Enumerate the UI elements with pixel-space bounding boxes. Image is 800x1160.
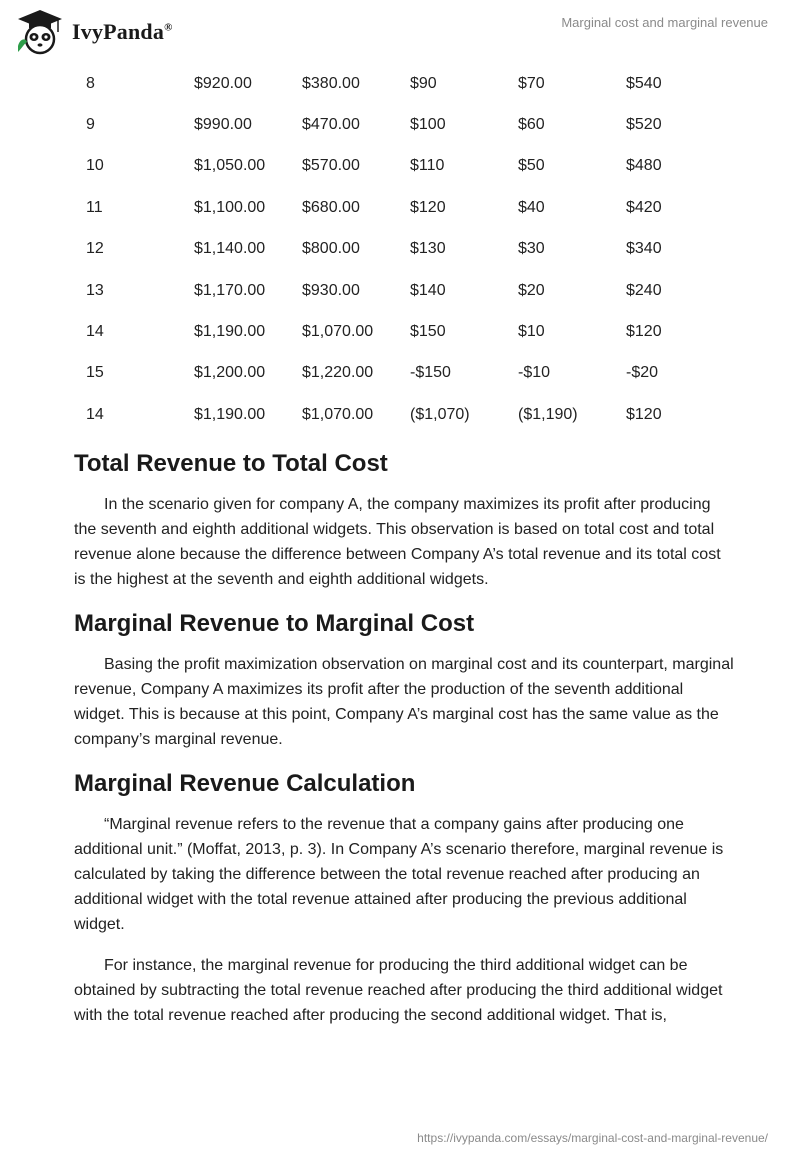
table-cell: $570.00 (302, 157, 360, 175)
table-cell: $1,050.00 (194, 157, 266, 175)
section-heading-total-revenue: Total Revenue to Total Cost (74, 450, 388, 477)
table-cell: $1,190.00 (194, 323, 266, 341)
table-cell: $800.00 (302, 240, 360, 258)
brand-logo[interactable] (14, 8, 173, 56)
cost-revenue-table (74, 63, 706, 436)
table-cell: $90 (410, 74, 437, 92)
table-cell: $40 (518, 198, 545, 216)
table-cell: $240 (626, 281, 662, 299)
table-cell: $1,170.00 (194, 281, 266, 299)
paragraph: For instance, the marginal revenue for producing the third additional widget can be obtained by subtracting the total revenue reached after producing the third additional widget with the total revenue reached after producing the second additional widget. That is, (74, 957, 723, 1024)
section-heading-marginal-revenue-calculation: Marginal Revenue Calculation (74, 770, 416, 797)
source-url-link[interactable]: https://ivypanda.com/essays/marginal-cost-and-marginal-revenue/ (417, 1131, 768, 1145)
table-cell: 9 (86, 116, 95, 134)
table-cell: -$10 (518, 364, 551, 382)
table-cell: 12 (86, 240, 104, 258)
table-cell: ($1,070) (410, 405, 470, 423)
panda-graduate-icon (14, 8, 66, 56)
table-cell: 14 (86, 405, 104, 423)
table-row (74, 229, 706, 270)
table-cell: $1,140.00 (194, 240, 266, 258)
document-title: Marginal cost and marginal revenue (561, 15, 768, 30)
brand-name: IvyPanda® (72, 19, 173, 44)
essay-content (74, 448, 734, 1028)
table-row (74, 270, 706, 311)
table-cell: 10 (86, 157, 104, 175)
table-cell: $1,070.00 (302, 405, 374, 423)
table-cell: $120 (626, 405, 662, 423)
page-header (0, 0, 800, 66)
paragraph: In the scenario given for company A, the company maximizes its profit after producing the seventh and eighth additional widgets. This observation is based on total cost and total revenue alone because the difference between Company A’s total revenue and its total cost is the highest at the seventh and eighth additional widgets. (74, 496, 721, 588)
table-cell: $140 (410, 281, 446, 299)
table-cell: 11 (86, 198, 103, 216)
table-cell: $1,220.00 (302, 364, 374, 382)
table-cell: 13 (86, 281, 104, 299)
table-cell: $680.00 (302, 198, 360, 216)
section-heading-marginal-revenue-cost: Marginal Revenue to Marginal Cost (74, 610, 475, 637)
table-row (74, 63, 706, 104)
table-cell: $30 (518, 240, 545, 258)
table-cell: $480 (626, 157, 662, 175)
table-cell: $920.00 (194, 74, 252, 92)
table-cell: $990.00 (194, 116, 252, 134)
table-cell: $1,100.00 (194, 198, 266, 216)
table-cell: 15 (86, 364, 104, 382)
table-cell: ($1,190) (518, 405, 578, 423)
table-cell: $470.00 (302, 116, 360, 134)
table-cell: -$20 (626, 364, 659, 382)
table-cell: $100 (410, 116, 446, 134)
paragraph: Basing the profit maximization observation on marginal cost and its counterpart, marginal revenue, Company A maximizes its profit after the production of the seventh additional widget. This is because at this point, Company A’s marginal cost has the same value as the company’s marginal revenue. (74, 656, 734, 748)
table-cell: $380.00 (302, 74, 360, 92)
table-row (74, 311, 706, 352)
table-cell: $930.00 (302, 281, 360, 299)
table-cell: $1,190.00 (194, 405, 266, 423)
table-cell: -$150 (410, 364, 451, 382)
table-cell: $10 (518, 323, 545, 341)
table-row (74, 104, 706, 145)
table-cell: $520 (626, 116, 662, 134)
table-cell: $20 (518, 281, 545, 299)
table-cell: $120 (626, 323, 662, 341)
table-cell: $540 (626, 74, 662, 92)
table-cell: $120 (410, 198, 446, 216)
table-row (74, 187, 706, 228)
table-row (74, 146, 706, 187)
table-cell: 14 (86, 323, 104, 341)
table-cell: 8 (86, 74, 95, 92)
table-cell: $130 (410, 240, 446, 258)
table-cell: $340 (626, 240, 662, 258)
table-cell: $420 (626, 198, 662, 216)
paragraph: “Marginal revenue refers to the revenue that a company gains after producing one additional unit.” (Moffat, 2013, p. 3). In Company A’s scenario therefore, marginal revenue is calculated by taking the difference between the total revenue reached after producing an additional widget with the total revenue attained after producing the previous additional widget. (74, 816, 724, 933)
table-cell: $1,070.00 (302, 323, 374, 341)
table-cell: $70 (518, 74, 545, 92)
table-cell: $110 (410, 157, 445, 175)
table-cell: $50 (518, 157, 545, 175)
table-row (74, 353, 706, 394)
table-cell: $150 (410, 323, 446, 341)
table-cell: $1,200.00 (194, 364, 266, 382)
table-cell: $60 (518, 116, 545, 134)
table-row (74, 394, 706, 435)
